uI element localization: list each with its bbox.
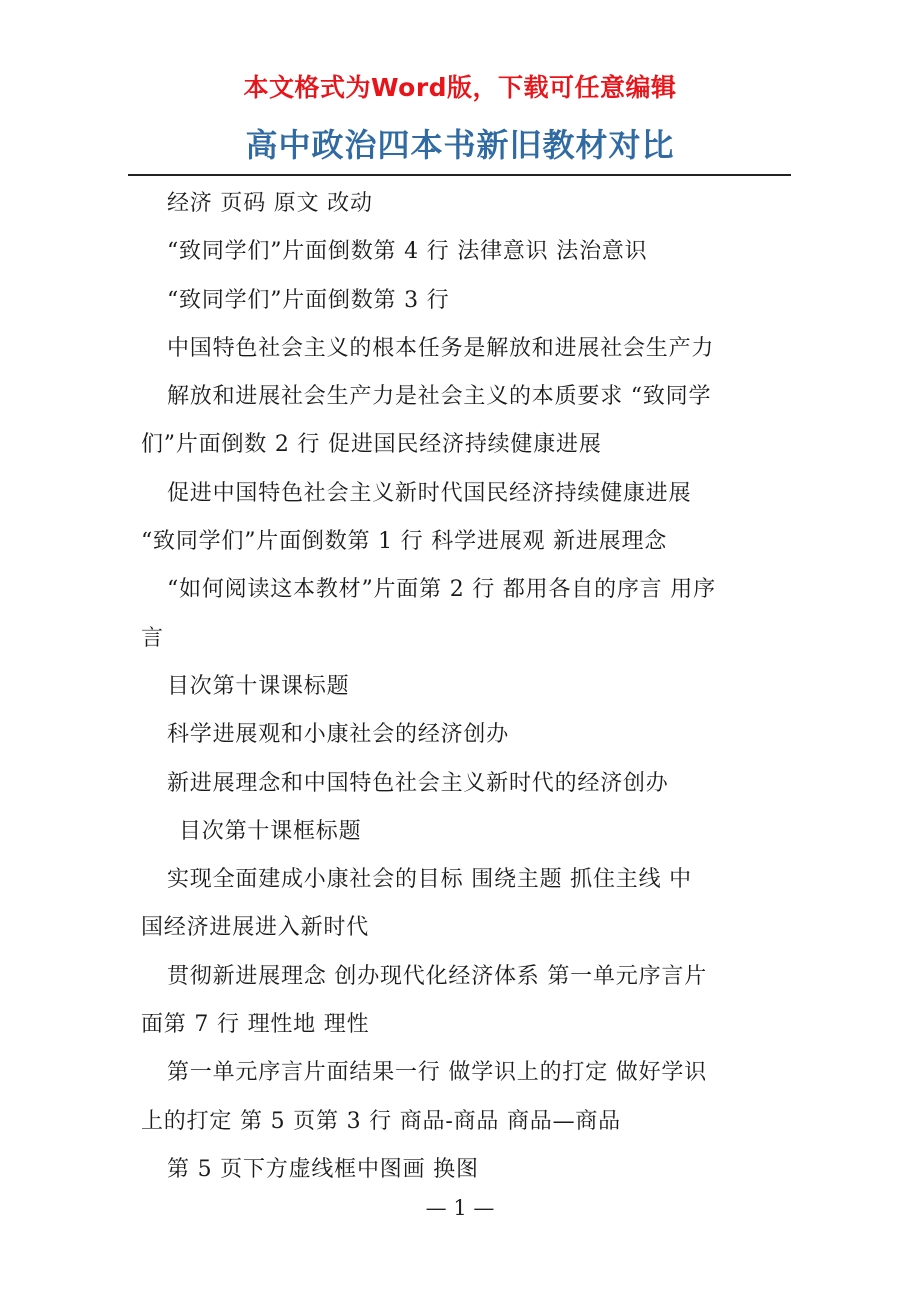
body-line: 经济 页码 原文 改动 [167, 191, 373, 216]
body-line: 科学进展观和小康社会的经济创办 [167, 722, 510, 748]
document-body [141, 184, 781, 1198]
body-line: 第一单元序言片面结果一行 做学识上的打定 做好学识 [167, 1060, 707, 1086]
body-line: 解放和进展社会生产力是社会主义的本质要求 “致同学 [167, 384, 712, 410]
header-divider [128, 174, 791, 176]
body-line: “致同学们”片面倒数第 1 行 科学进展观 新进展理念 [141, 529, 668, 555]
body-line: 促进中国特色社会主义新时代国民经济持续健康进展 [167, 480, 692, 506]
body-line: 中国特色社会主义的根本任务是解放和进展社会生产力 [167, 335, 715, 361]
document-title: 高中政治四本书新旧教材对比 [245, 126, 675, 164]
body-line: 上的打定 第 5 页第 3 行 商品-商品 商品—商品 [141, 1108, 621, 1134]
body-line: “致同学们”片面倒数第 4 行 法律意识 法治意识 [167, 239, 648, 265]
body-line: 目次第十课课标题 [167, 673, 350, 699]
body-line: 实现全面建成小康社会的目标 围绕主题 抓住主线 中 [167, 867, 692, 893]
body-line: 面第 7 行 理性地 理性 [141, 1012, 370, 1038]
page-number: — 1 — [425, 1196, 495, 1220]
download-banner: 本文格式为Word版，下载可任意编辑 [243, 73, 677, 102]
body-line: 贯彻新进展理念 创办现代化经济体系 第一单元序言片 [167, 963, 707, 989]
body-line: 新进展理念和中国特色社会主义新时代的经济创办 [167, 770, 669, 796]
body-line: 目次第十课框标题 [179, 818, 362, 844]
body-line: 言 [141, 625, 164, 651]
body-line: 们”片面倒数 2 行 促进国民经济持续健康进展 [141, 432, 602, 458]
body-line: “致同学们”片面倒数第 3 行 [167, 287, 450, 313]
body-line: “如何阅读这本教材”片面第 2 行 都用各自的序言 用序 [167, 577, 716, 603]
body-line: 国经济进展进入新时代 [141, 915, 370, 941]
body-line: 第 5 页下方虚线框中图画 换图 [167, 1156, 479, 1182]
